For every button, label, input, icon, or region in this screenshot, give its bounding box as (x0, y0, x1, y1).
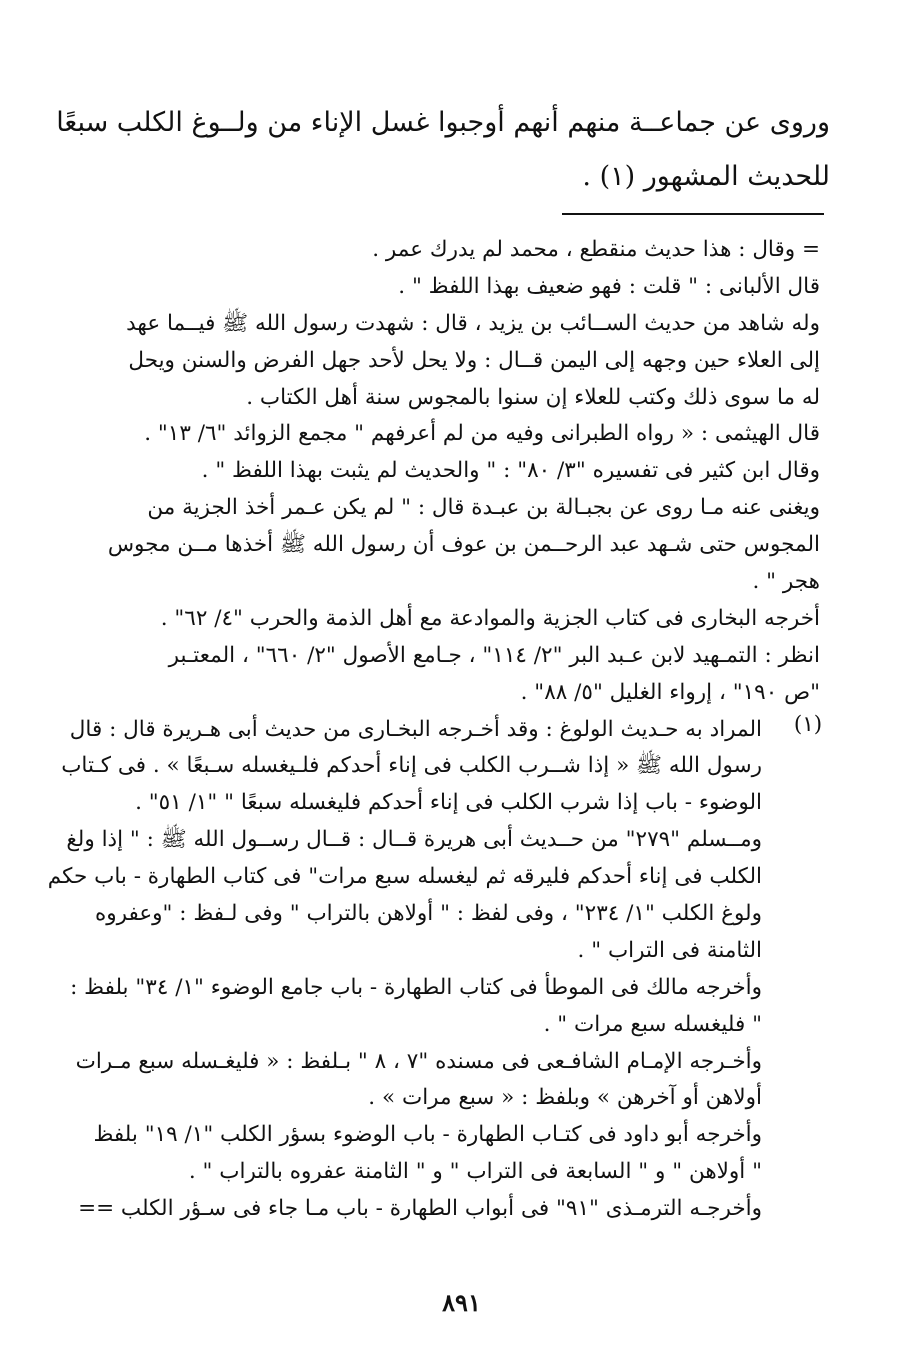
footnote-line: ويغنى عنه مـا روى عن بجبـالة بن عبـدة قال : " لم يكن عـمر أخذ الجزية من (147, 495, 820, 521)
footnote-line: ومــسلم "٢٧٩" من حــديث أبى هريرة قــال : قــال رســول الله ﷺ : " إذا ولغ (66, 827, 762, 853)
footnote-line: ولوغ الكلب "١/ ٢٣٤" ، وفى لفظ : " أولاهن بالتراب " وفى لـفظ : "وعفروه (94, 901, 762, 927)
footnote-line: وقال ابن كثير فى تفسيره "٣/ ٨٠" : " والحديث لم يثبت بهذا اللفظ " . (201, 458, 820, 484)
footnote-line: وأخـرجه الإمـام الشافـعى فى مسنده "٧ ، ٨ " بـلفظ : « فليغـسله سبع مـرات (75, 1048, 762, 1074)
footnote-line: " أولاهن " و " السابعة فى التراب " و " الثامنة عفروه بالتراب " . (188, 1159, 762, 1185)
footnote-number: (١) (793, 711, 823, 737)
footnote-line: وأخرجه مالك فى الموطأ فى كتاب الطهارة - باب جامع الوضوء "١/ ٣٤" بلفظ : (70, 974, 762, 1000)
footnote-line: إلى العلاء حين وجهه إلى اليمن قــال : ولا يحل لأحد جهل الفرض والسنن ويحل (128, 347, 820, 373)
footnote-line: قال الألبانى : " قلت : فهو ضعيف بهذا اللفظ " . (398, 273, 820, 299)
footnote-line: وأخرجه أبو داود فى كتـاب الطهارة - باب الوضوء بسؤر الكلب "١/ ١٩" بلفظ (93, 1122, 762, 1148)
footnote-line: وأخرجـه الترمـذى "٩١" فى أبواب الطهارة - باب مـا جاء فى سـؤر الكلب == (78, 1196, 762, 1222)
footnote-line: أخرجه البخارى فى كتاب الجزية والموادعة مع أهل الذمة والحرب "٤/ ٦٢" . (160, 605, 820, 631)
footnote-line: هجر " . (752, 569, 820, 595)
footnote-line: وله شاهد من حديث الســائب بن يزيد ، قال : شهدت رسول الله ﷺ فيــما عهد (126, 310, 820, 336)
footnote-line: قال الهيثمى : « رواه الطبرانى وفيه من لم أعرفهم " مجمع الزوائد "٦/ ١٣" . (144, 421, 820, 447)
page-number: ٨٩١ (442, 1288, 481, 1317)
footnote-line: انظر : التمـهيد لابن عـبد البر "٢/ ١١٤" ، جـامع الأصول "٢/ ٦٦٠" ، المعتـبر (168, 642, 820, 668)
footnote-line: الوضوء - باب إذا شرب الكلب فى إناء أحدكم فليغسله سبعًا " "١/ ٥١" . (135, 790, 762, 816)
footnote-line: = وقال : هذا حديث منقطع ، محمد لم يدرك عمر . (372, 237, 820, 262)
footnote-line: الثامنة فى التراب " . (577, 937, 762, 963)
footnote-line: "ص ١٩٠" ، إرواء الغليل "٥/ ٨٨" . (520, 679, 820, 705)
footnote-line: المجوس حتى شـهد عبد الرحــمن بن عوف أن رسول الله ﷺ أخذها مــن مجوس (107, 532, 820, 558)
footnote-line: له ما سوى ذلك وكتب للعلاء إن سنوا بالمجوس سنة أهل الكتاب . (246, 384, 820, 410)
footnotes (47, 232, 823, 1228)
footnote-line: " فليغسله سبع مرات " . (543, 1011, 762, 1037)
footnote-line: أولاهن أو آخرهن » وبلفظ : « سبع مرات » . (368, 1085, 762, 1111)
footnote-1 (47, 711, 823, 1228)
main-text (56, 96, 830, 204)
main-text-line: للحديث المشهور (١) . (582, 161, 830, 192)
footnote-line: المراد به حـديث الولوغ : وقد أخـرجه البخـارى من حديث أبى هـريرة قال : قال (69, 716, 762, 742)
footnote-line: رسول الله ﷺ « إذا شــرب الكلب فى إناء أحدكم فلـيغسله سـبعًا » . فى كـتاب (61, 753, 762, 779)
main-text-line: وروى عن جماعــة منهم أنهم أوجبوا غسل الإناء من ولــوغ الكلب سبعًا (56, 107, 830, 138)
footnote-separator (562, 213, 824, 215)
footnote-line: الكلب فى إناء أحدكم فليرقه ثم ليغسله سبع مرات" فى كتاب الطهارة - باب حكم (47, 864, 762, 890)
